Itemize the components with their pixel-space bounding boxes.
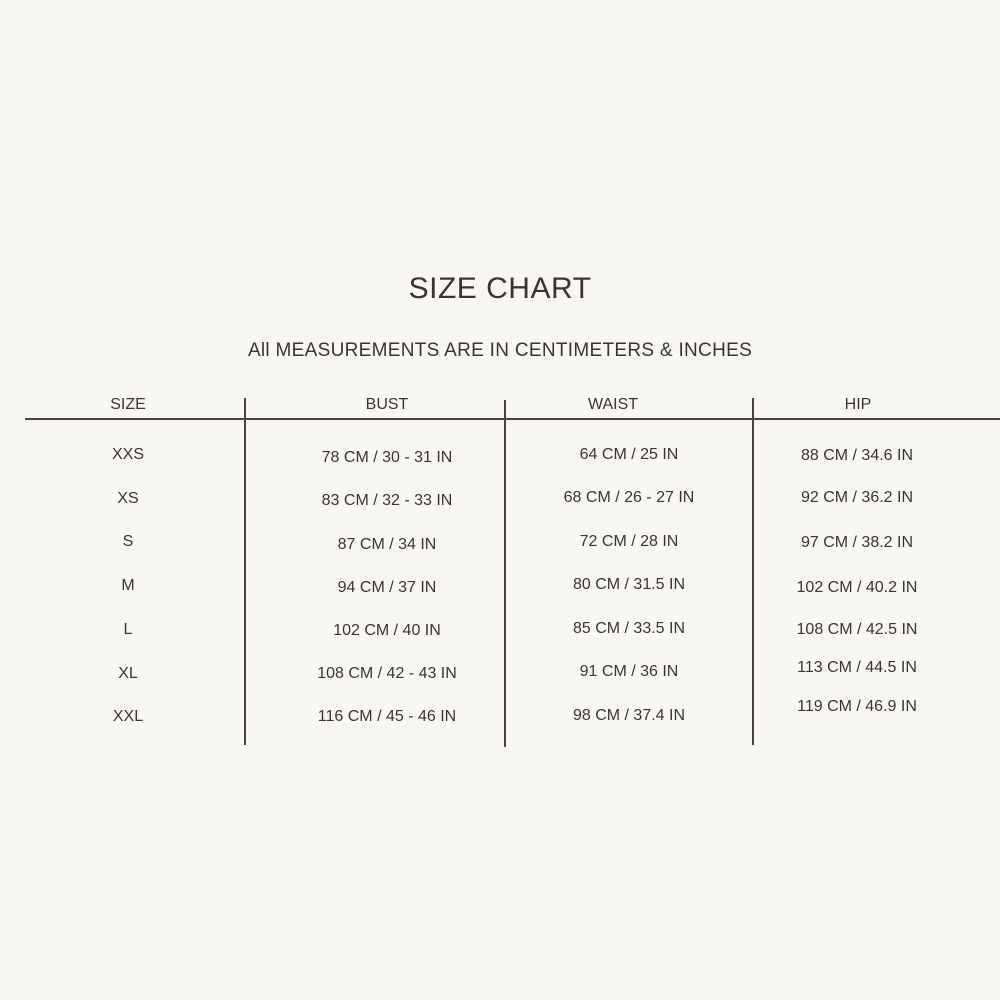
size-cell: XL xyxy=(118,665,138,682)
size-cell: L xyxy=(123,621,133,638)
waist-cell: 72 CM / 28 IN xyxy=(579,533,679,550)
column-divider-3 xyxy=(752,398,754,745)
header-hip: HIP xyxy=(844,396,872,413)
hip-cell: 97 CM / 38.2 IN xyxy=(800,534,914,551)
page-subtitle: All MEASUREMENTS ARE IN CENTIMETERS & INCHES xyxy=(247,340,753,361)
size-cell: XXS xyxy=(111,446,144,463)
header-size: SIZE xyxy=(110,396,146,413)
header-waist: WAIST xyxy=(587,396,639,413)
waist-cell: 80 CM / 31.5 IN xyxy=(572,576,686,593)
size-cell: M xyxy=(121,577,135,594)
column-divider-2 xyxy=(504,400,506,747)
hip-cell: 88 CM / 34.6 IN xyxy=(800,447,914,464)
size-cell: S xyxy=(122,533,134,550)
column-divider-1 xyxy=(244,398,246,745)
bust-cell: 78 CM / 30 - 31 IN xyxy=(321,449,453,466)
bust-cell: 102 CM / 40 IN xyxy=(333,622,441,639)
size-cell: XS xyxy=(117,490,139,507)
waist-cell: 64 CM / 25 IN xyxy=(579,446,679,463)
hip-cell: 108 CM / 42.5 IN xyxy=(796,621,918,638)
header-bust: BUST xyxy=(365,396,409,413)
bust-cell: 108 CM / 42 - 43 IN xyxy=(317,665,457,682)
waist-cell: 68 CM / 26 - 27 IN xyxy=(563,489,695,506)
bust-cell: 87 CM / 34 IN xyxy=(337,536,437,553)
size-cell: XXL xyxy=(112,708,144,725)
hip-cell: 119 CM / 46.9 IN xyxy=(797,698,917,715)
waist-cell: 85 CM / 33.5 IN xyxy=(572,620,686,637)
page-title: SIZE CHART xyxy=(408,272,592,305)
waist-cell: 91 CM / 36 IN xyxy=(579,663,679,680)
bust-cell: 83 CM / 32 - 33 IN xyxy=(321,492,453,509)
waist-cell: 98 CM / 37.4 IN xyxy=(572,707,686,724)
bust-cell: 116 CM / 45 - 46 IN xyxy=(317,708,457,725)
bust-cell: 94 CM / 37 IN xyxy=(337,579,437,596)
hip-cell: 102 CM / 40.2 IN xyxy=(796,579,918,596)
hip-cell: 113 CM / 44.5 IN xyxy=(797,659,917,676)
header-divider xyxy=(25,418,1000,420)
hip-cell: 92 CM / 36.2 IN xyxy=(800,489,914,506)
